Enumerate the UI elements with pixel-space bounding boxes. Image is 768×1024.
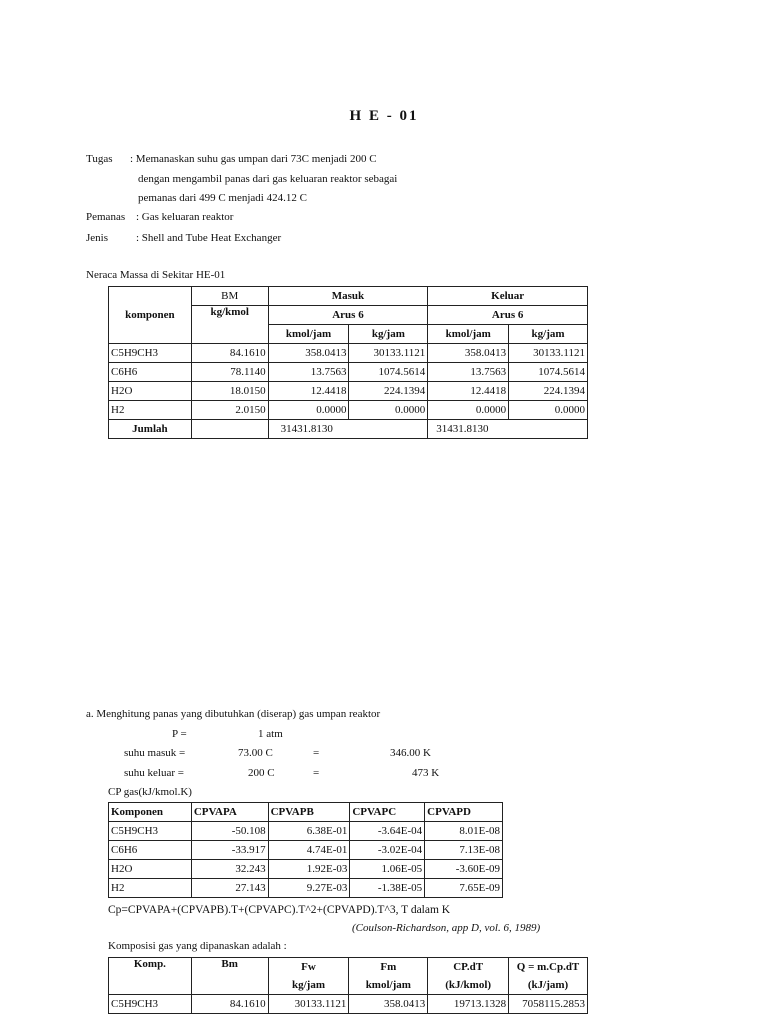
cp-cell: 8.01E-08 <box>425 822 503 841</box>
tugas-line-2: dengan mengambil panas dari gas keluaran reaktor sebagai <box>138 173 398 185</box>
neraca-header-bm: BM <box>191 287 268 306</box>
suhu-masuk-label: suhu masuk = <box>124 747 186 759</box>
neraca-cell-bm: 2.0150 <box>191 401 268 420</box>
komposisi-cell: 30133.1121 <box>268 995 349 1014</box>
cp-cell: 32.243 <box>191 860 268 879</box>
neraca-cell-kmol_in: 12.4418 <box>268 382 349 401</box>
table-row <box>109 401 588 420</box>
suhu-keluar-kelvin: 473 K <box>412 767 440 779</box>
komposisi-table <box>108 957 588 1014</box>
neraca-header-kmol-in: kmol/jam <box>268 325 349 344</box>
neraca-cell-kmol_in: 0.0000 <box>268 401 349 420</box>
neraca-jumlah-label: Jumlah <box>109 420 192 439</box>
cp-table <box>108 802 503 898</box>
komposisi-header-bm: Bm <box>191 958 268 995</box>
komposisi-caption: Komposisi gas yang dipanaskan adalah : <box>108 940 287 952</box>
pemanas-value: : Gas keluaran reaktor <box>136 211 234 223</box>
table-row <box>109 841 503 860</box>
cp-cell: -33.917 <box>191 841 268 860</box>
cp-header-4: CPVAPD <box>425 803 503 822</box>
cp-cell: 4.74E-01 <box>268 841 350 860</box>
cp-cell: 6.38E-01 <box>268 822 350 841</box>
p-label: P = <box>172 728 187 740</box>
cp-header-0: Komponen <box>109 803 192 822</box>
table-row <box>109 344 588 363</box>
komposisi-header-cpdt: CP.dT <box>428 958 509 977</box>
suhu-keluar-eq: = <box>313 767 320 779</box>
cp-cell: -1.38E-05 <box>350 879 425 898</box>
cp-cell: H2O <box>109 860 192 879</box>
neraca-cell-kmol_out: 358.0413 <box>428 344 509 363</box>
cp-formula: Cp=CPVAPA+(CPVAPB).T+(CPVAPC).T^2+(CPVAPD).T^3, T dalam K <box>108 904 451 916</box>
komposisi-header-fm-unit: kmol/jam <box>349 976 428 995</box>
komposisi-cell: C5H9CH3 <box>109 995 192 1014</box>
table-row <box>109 363 588 382</box>
suhu-keluar-value: 200 C <box>248 767 275 779</box>
neraca-cell-bm: 78.1140 <box>191 363 268 382</box>
neraca-cell-kg_out: 30133.1121 <box>509 344 588 363</box>
komposisi-header-q: Q = m.Cp.dT <box>509 958 588 977</box>
neraca-cell-kg_in: 1074.5614 <box>349 363 428 382</box>
suhu-masuk-eq: = <box>313 747 320 759</box>
komposisi-cell: 358.0413 <box>349 995 428 1014</box>
neraca-cell-kg_out: 0.0000 <box>509 401 588 420</box>
neraca-cell-kmol_in: 358.0413 <box>268 344 349 363</box>
pemanas-label: Pemanas <box>86 211 126 223</box>
komposisi-header-fw-unit: kg/jam <box>268 976 349 995</box>
cp-header-1: CPVAPA <box>191 803 268 822</box>
neraca-cell-kg_out: 224.1394 <box>509 382 588 401</box>
tugas-line-3: pemanas dari 499 C menjadi 424.12 C <box>138 192 307 204</box>
tugas-line-1: : Memanaskan suhu gas umpan dari 73C menjadi 200 C <box>130 153 377 165</box>
neraca-header-arus-in: Arus 6 <box>268 306 428 325</box>
neraca-cell-kmol_out: 12.4418 <box>428 382 509 401</box>
neraca-table <box>108 286 588 439</box>
table-row <box>109 879 503 898</box>
cp-cell: -3.60E-09 <box>425 860 503 879</box>
neraca-caption: Neraca Massa di Sekitar HE-01 <box>86 269 226 281</box>
cp-cell: -3.02E-04 <box>350 841 425 860</box>
neraca-cell-name: H2 <box>109 401 192 420</box>
komposisi-cell: 19713.1328 <box>428 995 509 1014</box>
neraca-cell-kmol_out: 0.0000 <box>428 401 509 420</box>
neraca-cell-kg_out: 1074.5614 <box>509 363 588 382</box>
cp-cell: -3.64E-04 <box>350 822 425 841</box>
cp-cell: 9.27E-03 <box>268 879 350 898</box>
neraca-cell-kg_in: 30133.1121 <box>349 344 428 363</box>
cp-cell: -50.108 <box>191 822 268 841</box>
neraca-cell-bm: 18.0150 <box>191 382 268 401</box>
neraca-cell-kmol_in: 13.7563 <box>268 363 349 382</box>
komposisi-header-komp: Komp. <box>109 958 192 995</box>
neraca-cell-name: H2O <box>109 382 192 401</box>
cp-cell: 7.13E-08 <box>425 841 503 860</box>
table-row <box>109 995 588 1014</box>
cp-cell: 27.143 <box>191 879 268 898</box>
cp-cell: 1.92E-03 <box>268 860 350 879</box>
neraca-jumlah-out: 31431.8130 <box>428 420 588 439</box>
cp-cell: 7.65E-09 <box>425 879 503 898</box>
cp-cell: C6H6 <box>109 841 192 860</box>
table-row <box>109 860 503 879</box>
cp-header-2: CPVAPB <box>268 803 350 822</box>
komposisi-cell: 84.1610 <box>191 995 268 1014</box>
cp-cell: C5H9CH3 <box>109 822 192 841</box>
neraca-header-keluar: Keluar <box>428 287 588 306</box>
komposisi-header-fw: Fw <box>268 958 349 977</box>
section-a-heading: a. Menghitung panas yang dibutuhkan (diserap) gas umpan reaktor <box>86 708 381 720</box>
neraca-header-kmol-out: kmol/jam <box>428 325 509 344</box>
neraca-header-kg-out: kg/jam <box>509 325 588 344</box>
jenis-label: Jenis <box>86 232 108 244</box>
table-row <box>109 822 503 841</box>
neraca-header-bm-unit: kg/kmol <box>191 306 268 344</box>
cp-header-3: CPVAPC <box>350 803 425 822</box>
cp-cell: 1.06E-05 <box>350 860 425 879</box>
neraca-header-masuk: Masuk <box>268 287 428 306</box>
cp-caption: CP gas(kJ/kmol.K) <box>108 786 192 798</box>
komposisi-header-cpdt-unit: (kJ/kmol) <box>428 976 509 995</box>
suhu-masuk-kelvin: 346.00 K <box>390 747 431 759</box>
jenis-value: : Shell and Tube Heat Exchanger <box>136 232 282 244</box>
neraca-jumlah-in: 31431.8130 <box>268 420 428 439</box>
reference-note: (Coulson-Richardson, app D, vol. 6, 1989) <box>352 922 541 934</box>
neraca-cell-bm: 84.1610 <box>191 344 268 363</box>
page-title: H E - 01 <box>349 108 419 124</box>
neraca-cell-kmol_out: 13.7563 <box>428 363 509 382</box>
p-value: 1 atm <box>258 728 283 740</box>
suhu-masuk-value: 73.00 C <box>238 747 273 759</box>
neraca-cell-name: C6H6 <box>109 363 192 382</box>
komposisi-cell: 7058115.2853 <box>509 995 588 1014</box>
neraca-cell-name: C5H9CH3 <box>109 344 192 363</box>
suhu-keluar-label: suhu keluar = <box>124 767 184 779</box>
komposisi-header-q-unit: (kJ/jam) <box>509 976 588 995</box>
neraca-header-arus-out: Arus 6 <box>428 306 588 325</box>
neraca-header-kg-in: kg/jam <box>349 325 428 344</box>
table-row <box>109 382 588 401</box>
cp-cell: H2 <box>109 879 192 898</box>
neraca-cell-kg_in: 0.0000 <box>349 401 428 420</box>
tugas-label: Tugas <box>86 153 113 165</box>
neraca-cell-kg_in: 224.1394 <box>349 382 428 401</box>
neraca-header-komponen: komponen <box>109 287 192 344</box>
komposisi-header-fm: Fm <box>349 958 428 977</box>
